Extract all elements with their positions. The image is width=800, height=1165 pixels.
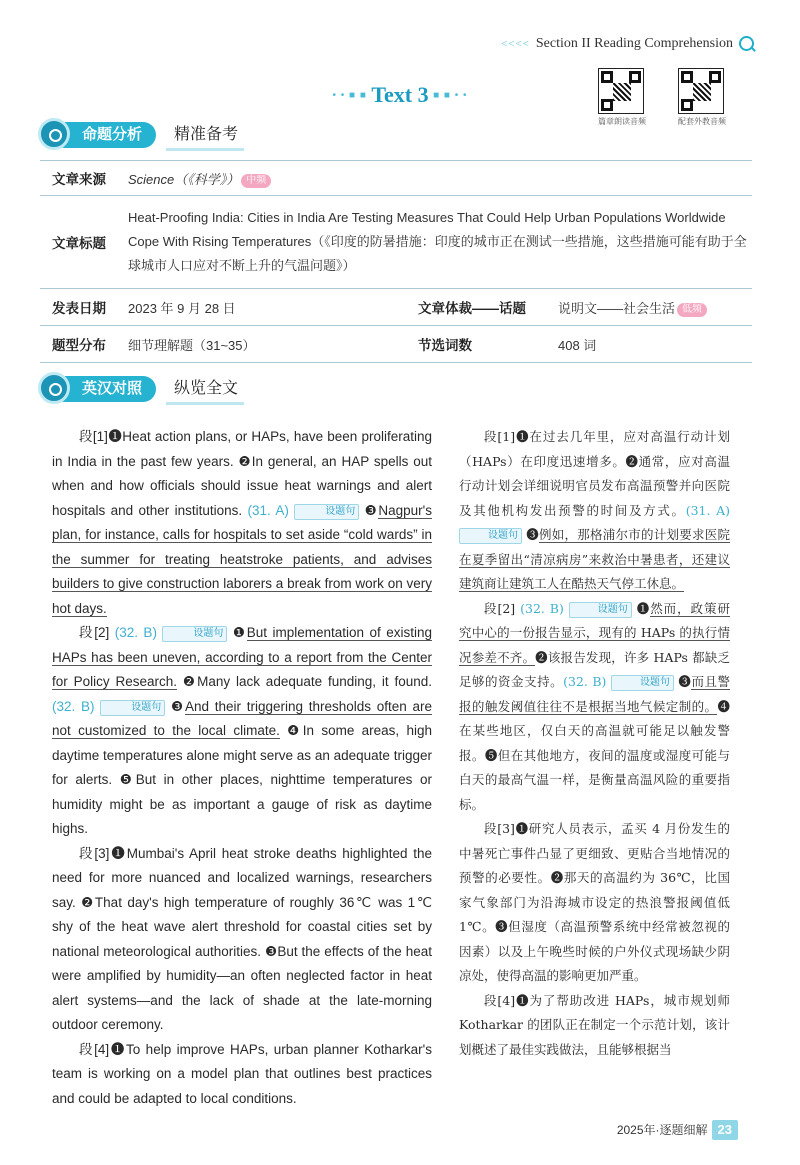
genre-label: 文章体裁——话题 (418, 301, 526, 316)
banner-subtitle: 纵览全文 (166, 376, 244, 405)
text: ❷Many lack adequate funding, it found. (177, 674, 433, 689)
underlined-text: 然而，政策研究中心的一份报告显示，现有的 HAPs 的执行情况参差不齐。 (459, 600, 730, 665)
paragraph-2 (459, 597, 730, 818)
text: 段[1]❶在过去几年里，应对高温行动计划（HAPs）在印度迅速增多。❷通常，应对高温行动计划会详细说明官员发布高温预警并向医院及其他机构发出预警的时间及方式。 (459, 429, 730, 518)
paragraph-3: 段[3]❶研究人员表示，孟买 4 月份发生的中暑死亡事件凸显了更细致、更贴合当地情况的预警的必要性。❷那天的高温约为 36℃，比国家气象部门为沿海城市设定的热浪警报阈值低 1℃。❸但湿度（高温预警系统中经常被忽视的因素）以及上午晚些时候的户外仪式现场缺少阴凉处，使得高温的影响更加严重。 (459, 821, 730, 983)
qr-code-icon (598, 68, 644, 114)
question-sentence-flag: 设题句 (569, 602, 632, 618)
underlined-text: 例如，那格浦尔市的计划要求医院在夏季留出“清凉病房”来救治中暑患者，还建议建筑商让建筑工人在酷热天气停工休息。 (459, 527, 730, 591)
words-label: 节选词数 (418, 338, 472, 353)
question-ref: (32. B) (563, 674, 607, 689)
question-sentence-flag: 设题句 (162, 626, 227, 642)
search-icon (739, 36, 754, 51)
text-title-area (240, 82, 560, 108)
text: ❷该报告发现，许多 HAPs 都缺乏足够的资金支持。 (459, 649, 730, 689)
article-info-table (40, 160, 752, 363)
words-value: 408 词 (558, 337, 597, 353)
question-ref: (32. B) (52, 698, 95, 714)
banner-subtitle: 精准备考 (166, 122, 244, 151)
text: ❸ (165, 698, 186, 714)
info-row-date (40, 289, 752, 326)
paragraph-3: 段[3]❶Mumbai's April heat stroke deaths highlighted the need for more nuanced and localized warnings, researchers say. ❷That day's high temperature of roughly 36℃ was 1℃ shy of the heat wave alert threshold for coastal cities set by national meteorological authorities. ❸But the effects of the heat were amplified by humidity—an often neglected factor in heat alert systems—and the lack of shade at the late-morning outdoor ceremony. (52, 845, 432, 1032)
question-sentence-flag: 设题句 (459, 528, 522, 544)
underlined-text: But implementation of existing HAPs has been uneven, according to a report from the Center for Policy Research. (52, 625, 432, 689)
question-ref: (31. A) (685, 502, 730, 518)
info-row-qtype (40, 326, 752, 363)
book-title: 2025年·逐题细解 (616, 1123, 708, 1137)
text: ❸ (673, 674, 692, 689)
genre-text: 说明文——社会生活 (558, 300, 676, 316)
question-sentence-flag: 设题句 (100, 700, 165, 716)
english-text-column (52, 425, 432, 1111)
banner-analysis (38, 118, 298, 154)
underlined-text: 而且警报的触发阈值往往不是根据当地气候定制的。 (459, 674, 730, 714)
frequency-badge: 低频 (677, 303, 707, 317)
text: ❸ (359, 502, 379, 518)
qr-code-audio[interactable] (678, 68, 726, 127)
title-value: Heat-Proofing India: Cities in India Are Testing Measures That Could Help Urban Populations Worldwide Cope With Rising Temperatures（《印度的防暑措施：印度的城市正在测试一些措施，这些措施可能有助于全球城市人口应对不断上升的气温问题》） (128, 210, 747, 273)
date-label: 发表日期 (52, 301, 106, 316)
info-row-source (40, 161, 752, 196)
paragraph-4: 段[4]❶To help improve HAPs, urban planner Kotharkar's team is working on a model plan that outlines best practices and could be adapted to local conditions. (52, 1041, 432, 1106)
banner-bilingual (38, 372, 298, 408)
qr-code-reading[interactable] (598, 68, 646, 127)
underlined-text: And their triggering thresholds often are not customized to the local climate. (52, 698, 432, 738)
info-row-title (40, 196, 752, 289)
text: ❹在某些地区，仅白天的高温就可能足以触发警报。❺但在其他地方，夜间的温度或湿度可能与白天的最高气温一样，是衡量高温风险的重要指标。 (459, 698, 730, 812)
text: ❶ (631, 600, 651, 616)
qtype-value: 细节理解题（31~35） (128, 337, 256, 353)
page-number: 23 (712, 1120, 738, 1140)
source-text: Science（《科学》） (128, 171, 240, 187)
dots-right-icon: ■ ■ • • (433, 90, 468, 101)
question-ref: (32. B) (520, 600, 564, 616)
chinese-text-column (459, 425, 730, 1062)
section-title: Section II Reading Comprehension (535, 36, 733, 51)
page-title: Text 3 (371, 82, 429, 107)
date-value: 2023 年 9 月 28 日 (128, 300, 236, 316)
underlined-text: Nagpur's plan, for instance, calls for hospitals to set aside “cold wards” in the summer for treating heatstroke patients, and advises builders to give construction laborers a break from work on very hot days. (52, 502, 432, 616)
question-ref: (31. A) (247, 502, 289, 518)
question-sentence-flag: 设题句 (611, 675, 674, 691)
text: 段[2] (79, 625, 115, 640)
paragraph-1 (52, 425, 432, 621)
source-value (128, 169, 752, 188)
qr-label: 篇章朗读音频 (598, 117, 646, 126)
paragraph-4: 段[4]❶为了帮助改进 HAPs，城市规划师 Kotharkar 的团队正在制定一个示范计划，该计划概述了最佳实践做法，且能够根据当 (459, 992, 730, 1057)
frequency-badge: 中频 (241, 174, 271, 188)
qtype-label: 题型分布 (52, 338, 106, 353)
banner-tag: 命题分析 (52, 122, 156, 148)
genre-value (558, 298, 752, 317)
paragraph-1 (459, 425, 730, 597)
arrows-icon: <<<< (501, 38, 530, 50)
source-label: 文章来源 (52, 172, 106, 187)
qr-code-icon (678, 68, 724, 114)
section-header (501, 36, 754, 52)
title-label: 文章标题 (52, 236, 106, 251)
qr-label: 配套外教音频 (678, 117, 726, 126)
magnifier-icon (38, 118, 70, 150)
text: 段[1]❶Heat action plans, or HAPs, have been proliferating in India in the past few years. ❷In general, an HAP spells out when and how officials should issue heat warnings and alert hospitals and other institutions. (52, 429, 432, 518)
question-sentence-flag: 设题句 (294, 504, 359, 520)
magnifier-icon (38, 372, 70, 404)
text: ❹In some areas, high daytime temperatures alone might serve as an adequate trigger for alerts. ❺But in other places, nighttime temperatures or humidity might be as important a gauge of risk as daytime highs. (52, 723, 432, 836)
question-ref: (32. B) (114, 625, 157, 640)
paragraph-2 (52, 621, 432, 842)
text: ❸ (522, 527, 539, 542)
text: ❶ (227, 625, 247, 640)
banner-tag: 英汉对照 (52, 376, 156, 402)
page-footer (617, 1120, 738, 1140)
text: 段[2] (484, 600, 521, 616)
dots-left-icon: • • ■ ■ (332, 90, 367, 101)
